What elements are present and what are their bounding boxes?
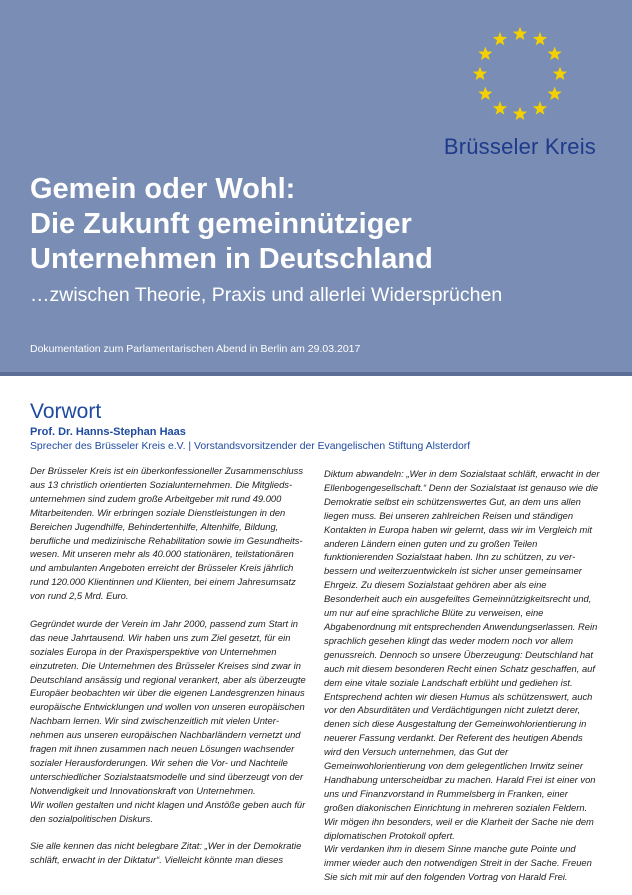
brand-name: Brüsseler Kreis <box>443 134 596 159</box>
star-icon <box>513 107 527 121</box>
star-icon <box>513 27 527 41</box>
eu-stars-ring-icon <box>470 26 570 126</box>
star-icon <box>493 32 507 46</box>
text-column-left <box>30 464 306 881</box>
star-icon <box>533 32 547 46</box>
paragraph: Sie alle kennen das nicht belegbare Zitat: „Wer in der Demokratie schläft, erwacht in der Diktatur“. Vielleicht könnte man dieses <box>30 840 302 866</box>
header-divider <box>0 372 632 376</box>
title-line: Die Zukunft gemeinnütziger <box>30 208 412 240</box>
star-icon <box>533 101 547 115</box>
page-title <box>30 172 610 277</box>
star-icon <box>553 67 567 81</box>
paragraph: Diktum abwandeln: „Wer in dem Sozialstaat schläft, erwacht in der Ellenbogengesellschaft.“ Denn der Sozialstaat ist genauso wie die Demokratie selbst ein schützenswertes Gut, an dem uns allen liegen muss. Bei unseren zahlreichen Reisen und ständigen Kontakten in Europa haben wir gelernt, dass wir im Vergleich mit anderen Ländern einen guten und zu großen Teilen funktionierenden Sozialstaat haben. Ihn zu schützen, zu verbessern und weiterzuentwickeln ist sicher unser gemeinsamer Ehrgeiz. Zu diesem Sozialstaat gehören aber als eine Besonderheit auch ein ausgefeiltes Gemeinnützigkeitsrecht und, um nur auf eine sprachliche Blüte zu verweisen, eine Abgabenordnung mit entsprechenden Anwendungserlassen. Rein sprachlich gesehen klingt das weder modern noch vor allem genussreich. Dennoch so unsere Überzeugung: Deutschland hat auch mit diesem besonderen Recht einen Schatz geschaffen, auf dem eine vitale soziale Landschaft erblüht und gediehen ist. Entsprechend achten wir diesen Humus als schützenswert, auch vor den Absurditäten und Verdächtigungen nicht zuletzt derer, denen sich diese Ausgestaltung der Gemeinwohlorientierung in neuerer Fassung verdankt. Der Referent des heutigen Abends wird den Versuch unternehmen, das Gut der Gemeinwohlorientierung von dem gelegentlichen Irrwitz seiner Handhabung unterscheidbar zu machen. Harald Frei ist einer von uns und Finanzvorstand in Rummelsberg in Franken, einer großen diakonischen Einrichtung in mehreren sozialen Feldern. Wir mögen ihn besonders, weil er die Klarheit der Sache nie dem diplomatischen Protokoll opfert. <box>324 468 600 841</box>
section-heading: Vorwort <box>30 400 102 423</box>
header-band <box>0 0 632 372</box>
paragraph: Gegründet wurde der Verein im Jahr 2000, passend zum Start in das neue Jahrtausend. Wir haben uns zum Ziel gesetzt, für ein soziales Europa in der Praxisperspektive von Unternehmen einzutreten. Die Unternehmen des Brüsseler Kreises sind zwar in Deutschland ansässig und regional verankert, aber als überzeugte Europäer beobachten wir über die eigenen Landesgrenzen hinaus europäische Entwicklungen und wollen von unseren europäischen Nachbarn lernen. Wir sind zwischenzeitlich mit vielen Unternehmen aus unseren europäischen Nachbarländern vernetzt und fragen mit ihnen zusammen nach neuen Lösungen wachsender sozialer Herausforderungen. Wir sehen die Vor- und Nachteile unterschiedlicher Sozialstaatsmodelle und sind überzeugt von der Notwendigkeit und Innovationskraft von Unternehmen. <box>30 617 306 796</box>
author-name: Prof. Dr. Hanns-Stephan Haas <box>30 426 186 438</box>
star-icon <box>478 87 492 101</box>
documentation-note: Dokumentation zum Parlamentarischen Abend in Berlin am 29.03.2017 <box>30 343 361 355</box>
paragraph: Wir verdanken ihm in diesem Sinne manche gute Pointe und immer wieder auch den notwendigen Streit in der Sache. Freuen Sie sich mit mir auf den folgenden Vortrag von Harald Frei. <box>324 843 592 883</box>
star-icon <box>493 101 507 115</box>
paragraph: Wir wollen gestalten und nicht klagen und Anstöße geben auch für den sozialpolitischen Diskurs. <box>30 798 306 824</box>
star-icon <box>548 47 562 61</box>
title-line: Unternehmen in Deutschland <box>30 243 433 275</box>
star-icon <box>473 67 487 81</box>
star-icon <box>548 87 562 101</box>
page-subtitle: …zwischen Theorie, Praxis und allerlei Widersprüchen <box>30 284 503 306</box>
paragraph: Der Brüsseler Kreis ist ein überkonfessioneller Zusammenschluss aus 13 christlich orientierten Sozialunternehmen. Die Mitgliedsunternehmen sind zudem große Arbeitgeber mit rund 49.000 Mitarbeitenden. Wir erbringen soziale Dienstleistungen in den Bereichen Jugendhilfe, Behindertenhilfe, Altenhilfe, Bildung, berufliche und medizinische Rehabilitation sowie im Gesundheitswesen. Mit unseren mehr als 40.000 stationären, teilstationären und ambulanten Angeboten erreicht der Brüsseler Kreis jährlich rund 120.000 Klientinnen und Klienten, bei einem Jahresumsatz von rund 2,5 Mrd. Euro. <box>30 465 304 602</box>
text-column-right <box>324 467 600 884</box>
author-role: Sprecher des Brüsseler Kreis e.V. | Vorstandsvorsitzender der Evangelischen Stiftung Alsterdorf <box>30 441 471 452</box>
star-icon <box>478 47 492 61</box>
title-line: Gemein oder Wohl: <box>30 173 296 205</box>
